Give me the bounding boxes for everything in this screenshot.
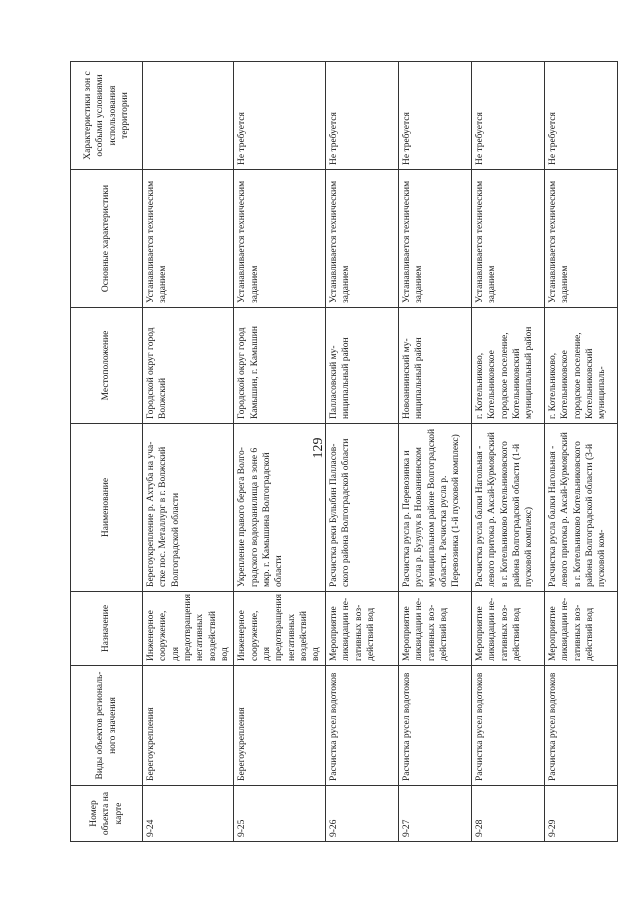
cell-num: 9-24	[143, 786, 234, 842]
cell-location: Городской округ город Волжский	[143, 308, 234, 424]
cell-characteristics: Устанавливается техническим заданием	[143, 170, 234, 308]
cell-zones: Не требуется	[471, 62, 544, 170]
cell-kind: Расчистка русел водотоков	[325, 666, 398, 786]
header-location: Местоположение	[71, 308, 143, 424]
cell-purpose: Инженерное сооружение, для предотвращения негативных воздействий вод	[234, 592, 325, 666]
cell-location: Палласовский муниципальный район	[325, 308, 398, 424]
cell-location: г. Котельниково, Котельниковское городское поселение, Котельниковский муниципальный район	[471, 308, 544, 424]
cell-name: Расчистка реки Булыбин Палласовского района Волгоградской области	[325, 424, 398, 592]
cell-name: Берегоукрепление р. Ахтуба на участке пос. Металлург в г. Волжский Волгоградской области	[143, 424, 234, 592]
cell-kind: Расчистка русел водотоков	[398, 666, 471, 786]
table-row	[398, 62, 471, 842]
cell-num: 9-27	[398, 786, 471, 842]
cell-purpose: Мероприятие ликвидации негативных воздействий вод	[325, 592, 398, 666]
cell-characteristics: Устанавливается техническим заданием	[325, 170, 398, 308]
cell-characteristics: Устанавливается техническим заданием	[234, 170, 325, 308]
cell-kind: Расчистка русел водотоков	[471, 666, 544, 786]
cell-name: Укрепление правого берега Волгоградского водохранилища в зоне 6 мкр. г. Камышина Волгоградской области	[234, 424, 325, 592]
cell-num: 9-25	[234, 786, 325, 842]
cell-name: Расчистка русла балки Нагольная - левого притока р. Аксай-Курмоярский в г. Котельниково Котельниковского района Волгоградской области (1-й пусковой комплекс)	[471, 424, 544, 592]
cell-kind: Расчистка русел водотоков	[544, 666, 617, 786]
cell-purpose: Мероприятие ликвидации негативных воздействий вод	[471, 592, 544, 666]
rotated-table-container	[70, 62, 608, 842]
cell-location: г. Котельниково, Котельниковское городское поселение, Котельниковский муниципаль-	[544, 308, 617, 424]
cell-purpose: Инженерное сооружение, для предотвращения негативных воздействий вод	[143, 592, 234, 666]
cell-zones: Не требуется	[544, 62, 617, 170]
table-row	[234, 62, 325, 842]
table-row	[325, 62, 398, 842]
header-name: Наименование	[71, 424, 143, 592]
table-row	[143, 62, 234, 842]
cell-characteristics: Устанавливается техническим заданием	[398, 170, 471, 308]
cell-name: Расчистка русла балки Нагольная - левого притока р. Аксай-Курмоярский в г. Котельниково Котельниковского района Волгоградской области (3-й пусковой ком-	[544, 424, 617, 592]
cell-location: Городской округ город Камышин, г. Камышин	[234, 308, 325, 424]
cell-num: 9-26	[325, 786, 398, 842]
cell-purpose: Мероприятие ликвидации негативных воздействий вод	[544, 592, 617, 666]
cell-zones: Не требуется	[234, 62, 325, 170]
header-characteristics: Основные характеристики	[71, 170, 143, 308]
table-header-row	[71, 62, 143, 842]
table-row	[471, 62, 544, 842]
cell-num: 9-29	[544, 786, 617, 842]
cell-num: 9-28	[471, 786, 544, 842]
cell-characteristics: Устанавливается техническим заданием	[544, 170, 617, 308]
cell-name: Расчистка русла р. Перевозинка и русла р. Бузулук в Новоаннинском муниципальном районе Волгоградской области. Расчистка русла р. Перевозинка (1-й пусковой комплекс)	[398, 424, 471, 592]
page-number: 129	[311, 437, 326, 459]
cell-characteristics: Устанавливается техническим заданием	[471, 170, 544, 308]
cell-location: Новоаннинский муниципальный район	[398, 308, 471, 424]
cell-zones: Не требуется	[398, 62, 471, 170]
cell-zones	[143, 62, 234, 170]
header-num: Номер объекта на карте	[71, 786, 143, 842]
table-row	[544, 62, 617, 842]
cell-zones: Не требуется	[325, 62, 398, 170]
header-purpose: Назначение	[71, 592, 143, 666]
cell-kind: Берегоукрепления	[234, 666, 325, 786]
cell-purpose: Мероприятие ликвидации негативных воздействий вод	[398, 592, 471, 666]
header-zones: Характеристики зон с особыми условиями использования территории	[71, 62, 143, 170]
cell-kind: Берегоукрепления	[143, 666, 234, 786]
objects-table	[70, 61, 618, 842]
header-kind: Виды объектов регионального значения	[71, 666, 143, 786]
